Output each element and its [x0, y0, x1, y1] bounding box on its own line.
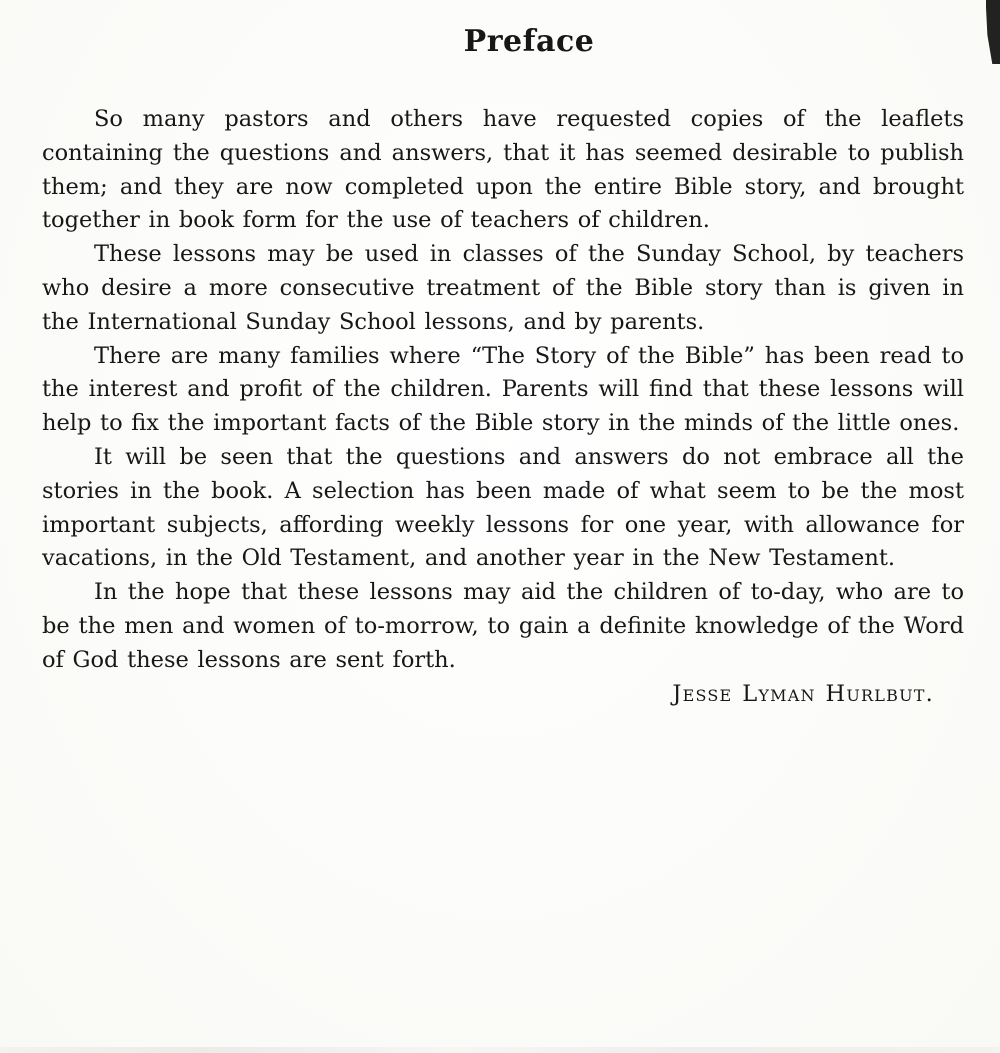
scan-noise-strip [0, 1047, 1000, 1053]
paragraph-3: There are many families where “The Story of the Bible” has been read to the interest and profit of the children. Parents will find that these lessons will help to fix the important facts of the Bible story in the minds of the little ones. [42, 342, 964, 437]
author-signature: Jesse Lyman Hurlbut. [672, 680, 934, 707]
page-title: Preface [463, 24, 595, 59]
paragraph-5: In the hope that these lessons may aid the children of to-day, who are to be the men and women of to-morrow, to gain a definite knowledge of the Word of God these lessons are sent forth. [42, 579, 964, 673]
preface-body [42, 103, 964, 711]
paragraph-4: It will be seen that the questions and answers do not embrace all the stories in the book. A selection has been made of what seem to be the most important subjects, affording weekly lessons for one year, with allowance for vacations, in the Old Testament, and another year in the New Testament. [42, 443, 964, 572]
paragraph-2: These lessons may be used in classes of the Sunday School, by teachers who desire a more consecutive treatment of the Bible story than is given in the International Sunday School lessons, and by parents. [42, 241, 964, 335]
paragraph-1: So many pastors and others have requested copies of the leaflets containing the questions and answers, that it has seemed desirable to publish them; and they are now completed upon the entire Bible story, and brought together in book form for the use of teachers of children. [42, 106, 964, 234]
